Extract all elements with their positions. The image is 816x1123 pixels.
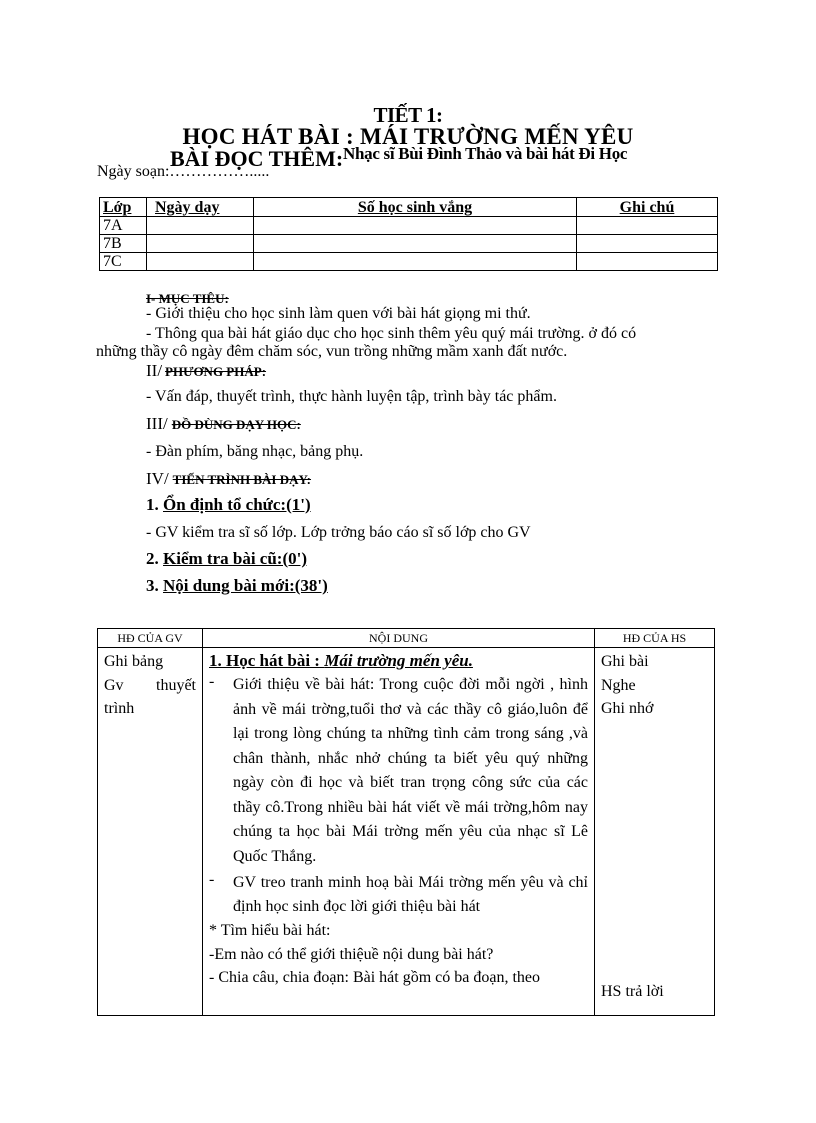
process-prefix: IV/ xyxy=(146,469,169,488)
col-content: NỘI DUNG xyxy=(203,629,595,648)
materials-prefix: III/ xyxy=(146,414,168,433)
col-student: HĐ CỦA HS xyxy=(595,629,715,648)
step-1 xyxy=(146,495,311,515)
materials-heading: ĐỒ DÙNG DẠY HỌC: xyxy=(171,417,301,432)
col-teacher: HĐ CỦA GV xyxy=(98,629,203,648)
step-2 xyxy=(146,549,307,569)
date-cell xyxy=(147,217,254,235)
materials-line: - Đàn phím, băng nhạc, bảng phụ. xyxy=(146,443,364,460)
absent-cell xyxy=(254,217,577,235)
date-cell xyxy=(147,253,254,271)
materials-heading-wrap xyxy=(146,414,301,434)
student-answer: HS trả lời xyxy=(601,983,664,1000)
reading-label: BÀI ĐỌC THÊM: xyxy=(170,146,344,171)
content-heading xyxy=(209,650,588,672)
step-3 xyxy=(146,576,328,596)
absent-cell xyxy=(254,253,577,271)
table-row xyxy=(100,217,718,235)
methods-prefix: II/ xyxy=(146,361,163,380)
content-bullet-1 xyxy=(209,673,588,869)
process-heading: TIẾN TRÌNH BÀI DẠY: xyxy=(172,472,312,487)
date-line: Ngày soạn:……………..... xyxy=(97,163,270,180)
step-1-number: 1. xyxy=(146,495,159,514)
question-line: -Em nào có thể giới thiệuề nội dung bài hát? xyxy=(209,945,494,963)
explore-line: * Tìm hiểu bài hát: xyxy=(209,922,331,939)
lesson-number: TIẾT 1: xyxy=(373,103,443,127)
student-line-2: Nghe xyxy=(601,676,636,694)
bullet-dash: - xyxy=(209,673,215,690)
bullet-dash: - xyxy=(209,871,215,888)
class-cell: 7C xyxy=(100,253,147,271)
split-line: - Chia câu, chia đoạn: Bài hát gồm có ba đoạn, theo xyxy=(209,969,541,986)
teacher-word-gv: Gv xyxy=(104,676,124,694)
teacher-line-3: trình xyxy=(104,700,135,717)
bullet-1-text: Giới thiệu về bài hát: Trong cuộc đời mỗi ngời , hình ảnh về mái trờng,tuổi thơ và các thầy cô giáo,luôn để lại trong lòng chúng ta những tình cảm trong sáng ,và chân thành, nhắc nhở chúng ta biết yêu quý những ngày còn đi học và biết tran trọng công sức của các thầy cô.Trong nhiều bài hát viết về mái trờng,hôm nay chúng ta học bài Mái trờng mến yêu của nhạc sĩ Lê Quốc Thắng. xyxy=(233,676,588,865)
col-class: Lớp xyxy=(100,198,147,217)
step-2-number: 2. xyxy=(146,549,159,568)
step-2-title: Kiểm tra bài cũ:(0') xyxy=(163,549,307,568)
objective-line-1: - Giới thiệu cho học sinh làm quen với bài hát giọng mi thứ. xyxy=(146,305,531,322)
lesson-header-row xyxy=(98,629,715,648)
bullet-2-text: GV treo tranh minh hoạ bài Mái trờng mến yêu và chỉ định học sinh đọc lời giới thiệu bài hát xyxy=(233,874,588,915)
attendance-table xyxy=(99,197,718,271)
class-cell: 7B xyxy=(100,235,147,253)
absent-cell xyxy=(254,235,577,253)
step-1-line: - GV kiểm tra sĩ số lớp. Lớp trởng báo cáo sĩ số lớp cho GV xyxy=(146,524,531,541)
teacher-word-present: thuyết xyxy=(156,676,196,694)
content-heading-song: Mái trường mến yêu. xyxy=(324,651,473,670)
methods-heading: PHƯƠNG PHÁP: xyxy=(165,364,267,379)
step-3-title: Nội dung bài mới:(38') xyxy=(163,576,328,595)
col-notes: Ghi chú xyxy=(577,198,718,217)
student-cell xyxy=(595,648,715,1016)
notes-cell xyxy=(577,253,718,271)
process-heading-wrap xyxy=(146,469,311,489)
table-row xyxy=(100,253,718,271)
step-1-title: Ổn định tổ chức:(1') xyxy=(163,495,311,514)
teacher-cell xyxy=(98,648,203,1016)
content-cell xyxy=(203,648,595,1016)
attendance-header-row xyxy=(100,198,718,217)
col-date: Ngày dạy xyxy=(147,198,254,217)
student-line-1: Ghi bài xyxy=(601,653,649,670)
teacher-line-2 xyxy=(104,674,196,698)
notes-cell xyxy=(577,235,718,253)
col-absent: Số học sinh vắng xyxy=(254,198,577,217)
content-bullet-2 xyxy=(209,871,588,919)
lesson-table xyxy=(97,628,715,1016)
objective-line-2b: những thầy cô ngày đêm chăm sóc, vun trồng những mầm xanh đất nước. xyxy=(96,343,568,360)
reading-topic: Nhạc sĩ Bùi Đình Thảo và bài hát Đi Học xyxy=(343,144,628,163)
objective-line-2a: - Thông qua bài hát giáo dục cho học sinh thêm yêu quý mái trường. ở đó có xyxy=(146,325,637,342)
lesson-row xyxy=(98,648,715,1016)
song-title: HỌC HÁT BÀI : MÁI TRƯỜNG MẾN YÊU xyxy=(182,124,634,149)
date-cell xyxy=(147,235,254,253)
table-row xyxy=(100,235,718,253)
teacher-line-1: Ghi bảng xyxy=(104,653,164,670)
content-heading-label: 1. Học hát bài : xyxy=(209,651,320,670)
objectives-heading: I- MỤC TIÊU: xyxy=(146,291,229,306)
methods-line: - Vấn đáp, thuyết trình, thực hành luyện tập, trình bày tác phẩm. xyxy=(146,388,557,405)
notes-cell xyxy=(577,217,718,235)
step-3-number: 3. xyxy=(146,576,159,595)
student-line-3: Ghi nhớ xyxy=(601,700,654,717)
class-cell: 7A xyxy=(100,217,147,235)
methods-heading-wrap xyxy=(146,361,266,381)
